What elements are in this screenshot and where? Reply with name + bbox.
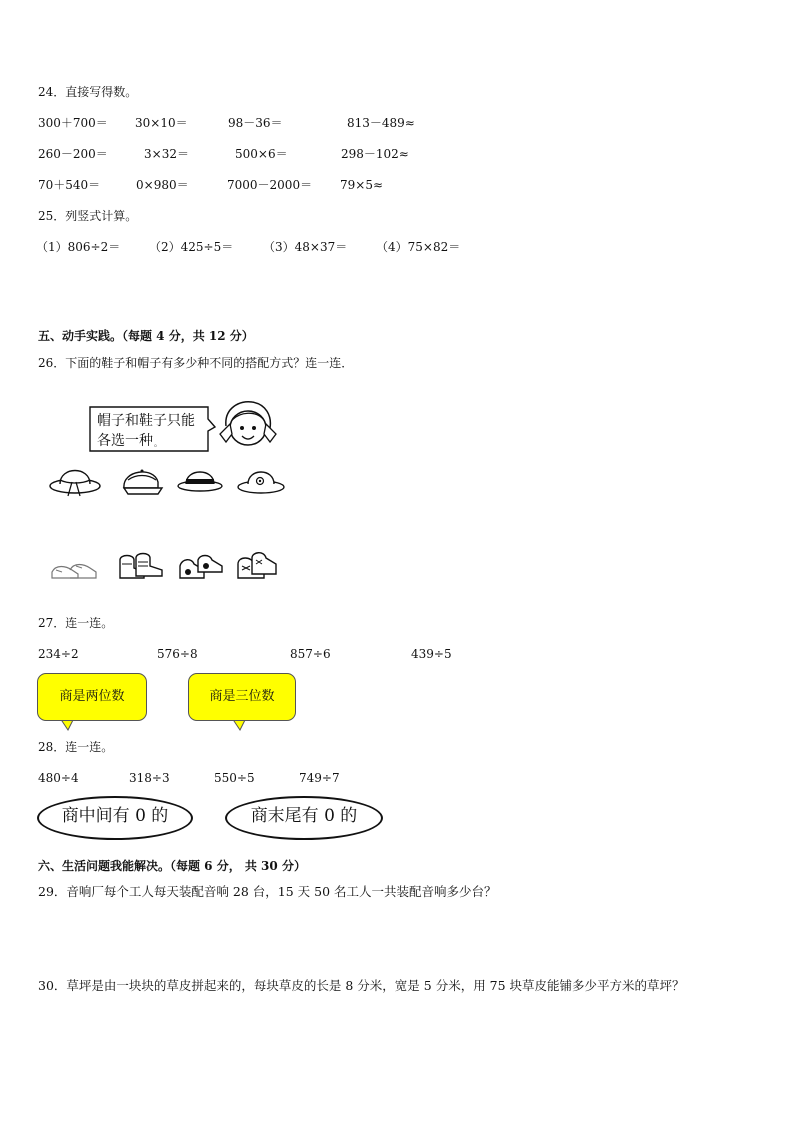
q25-item-1: （1）806÷2＝	[36, 240, 121, 254]
q24-r2-c1: 260－200＝	[38, 147, 108, 161]
q24-r3-c3: 7000－2000＝	[227, 178, 313, 192]
q29-text: 29．音响厂每个工人每天装配音响 28 台，15 天 50 名工人一共装配音响多少台？	[38, 884, 497, 899]
label-zero-end: 商末尾有 0 的	[225, 796, 383, 840]
hat-1-icon	[48, 460, 102, 498]
q28-item-1: 480÷4	[38, 771, 79, 785]
shoes-3-icon	[176, 550, 226, 582]
q27-item-2: 576÷8	[157, 647, 198, 661]
hat-4-icon	[236, 462, 286, 496]
label-three-digit: 商是三位数	[188, 673, 296, 721]
label-zero-middle: 商中间有 0 的	[37, 796, 193, 840]
shoes-4-icon	[234, 548, 280, 584]
q28-item-4: 749÷7	[299, 771, 340, 785]
q24-r1-c4: 813－489≈	[347, 116, 415, 130]
q28-item-3: 550÷5	[214, 771, 255, 785]
q28-item-2: 318÷3	[129, 771, 170, 785]
q24-r2-c2: 3×32＝	[144, 147, 189, 161]
q25-item-2: （2）425÷5＝	[149, 240, 234, 254]
q27-title: 27．连一连。	[38, 616, 114, 630]
q27-item-1: 234÷2	[38, 647, 79, 661]
q24-r3-c1: 70＋540＝	[38, 178, 101, 192]
q24-title: 24．直接写得数。	[38, 85, 138, 99]
q26-title: 26．下面的鞋子和帽子有多少种不同的搭配方式？连一连．	[38, 356, 354, 370]
label-two-digit: 商是两位数	[37, 673, 147, 721]
q24-r3-c2: 0×980＝	[136, 178, 189, 192]
q24-r1-c3: 98－36＝	[228, 116, 283, 130]
section6-title: 六、生活问题我能解决。（每题 6 分， 共 30 分）	[38, 859, 306, 873]
q24-r1-c2: 30×10＝	[135, 116, 188, 130]
hat-2-icon	[118, 462, 164, 496]
hat-3-icon	[176, 464, 224, 494]
speech-mark: 。	[154, 439, 162, 448]
q27-item-3: 857÷6	[290, 647, 331, 661]
q30-text: 30．草坪是由一块块的草皮拼起来的，每块草皮的长是 8 分米，宽是 5 分米，用 75 块草皮能铺多少平方米的草坪？	[38, 978, 685, 993]
q25-item-4: （4）75×82＝	[376, 240, 461, 254]
girl-icon	[216, 398, 278, 454]
q25-title: 25．列竖式计算。	[38, 209, 138, 223]
shoes-1-icon	[48, 556, 100, 584]
q24-r1-c1: 300＋700＝	[38, 116, 108, 130]
q25-item-3: （3）48×37＝	[263, 240, 348, 254]
q24-r2-c4: 298－102≈	[341, 147, 409, 161]
section5-title: 五、动手实践。（每题 4 分，共 12 分）	[38, 329, 254, 343]
q24-r3-c4: 79×5≈	[340, 178, 384, 192]
speech-line-2: 各选一种	[97, 433, 153, 449]
q28-title: 28．连一连。	[38, 740, 114, 754]
speech-line-1: 帽子和鞋子只能	[97, 413, 195, 429]
q24-r2-c3: 500×6＝	[235, 147, 288, 161]
q27-item-4: 439÷5	[411, 647, 452, 661]
shoes-2-icon	[116, 548, 166, 584]
